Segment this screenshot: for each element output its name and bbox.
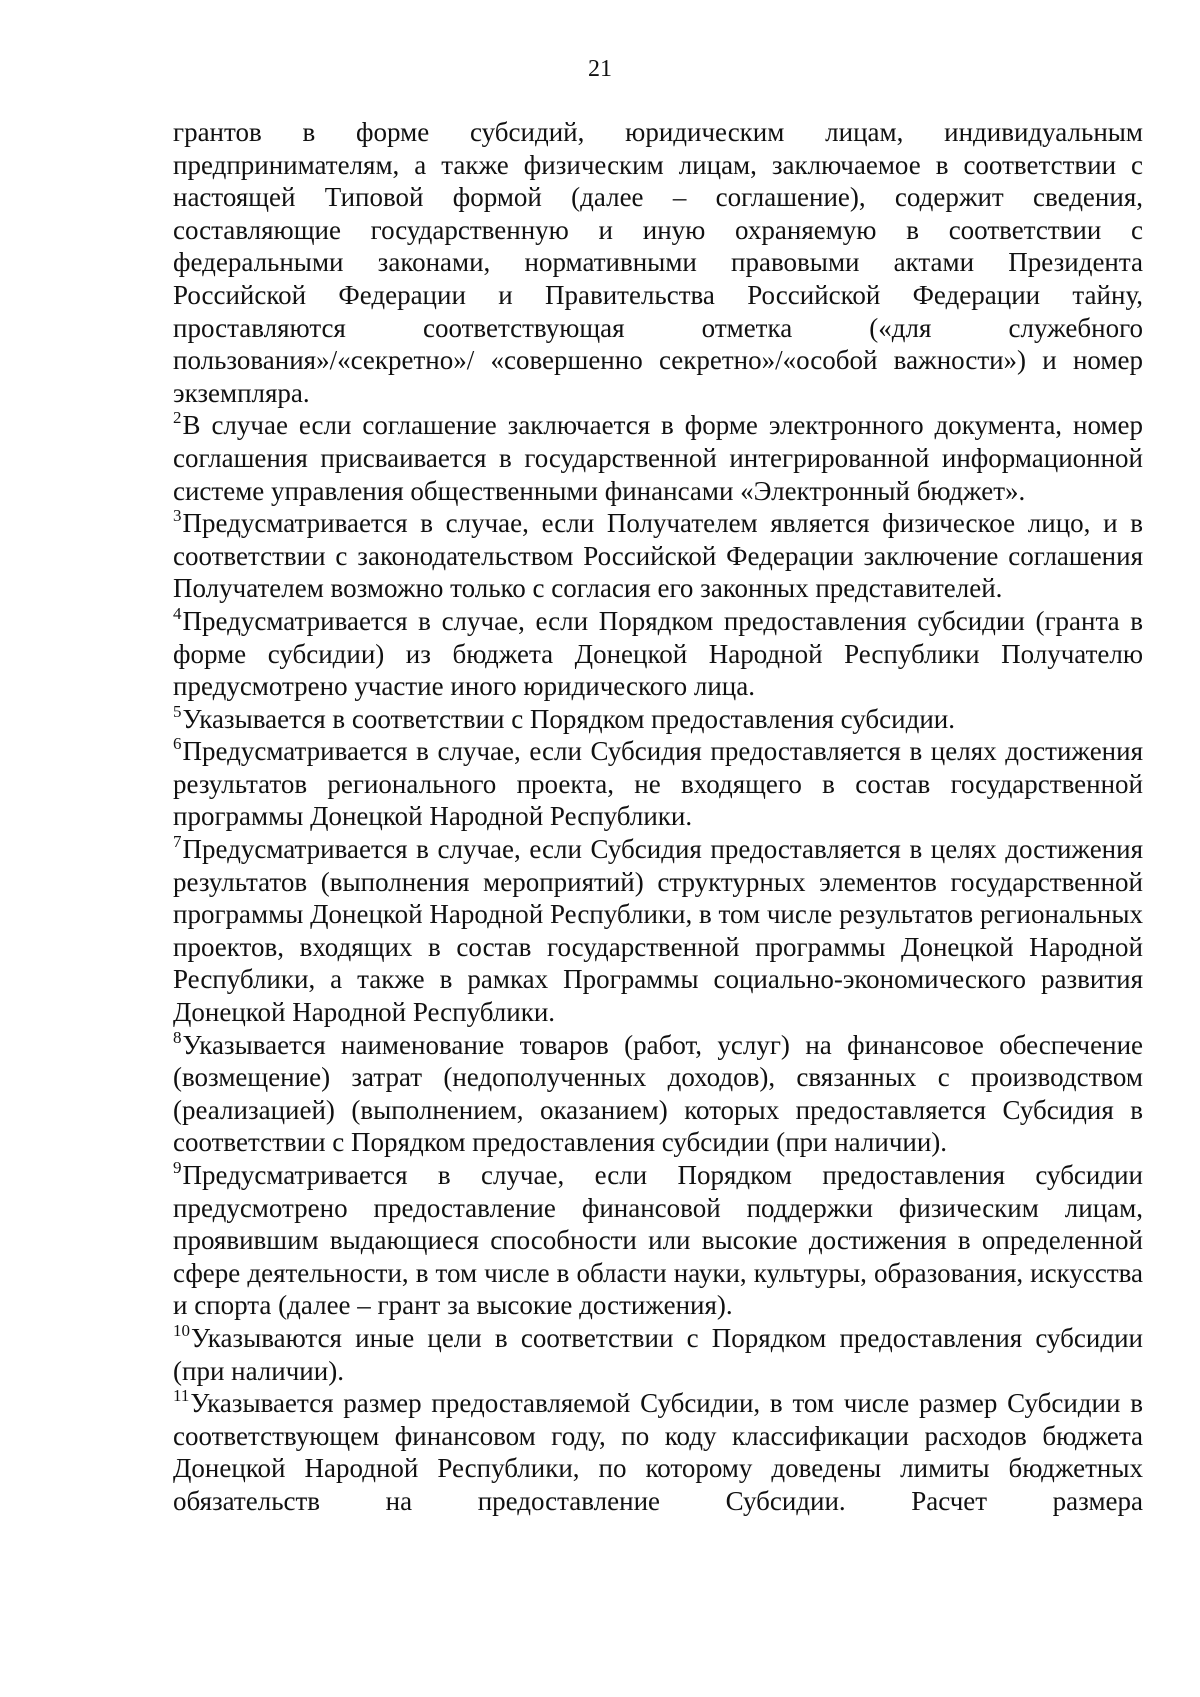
footnote-9 (173, 1159, 1143, 1322)
footnote-number: 3 (173, 506, 182, 526)
footnote-text: Указывается размер предоставляемой Субсидии, в том числе размер Субсидии в соответствующем финансовом году, по коду классификации расходов бюджета Донецкой Народной Республики, по которому доведены лимиты бюджетных обязательств на предоставление Субсидии. Расчет размера (173, 1388, 1143, 1516)
footnote-3 (173, 507, 1143, 605)
footnote-2 (173, 409, 1143, 507)
footnote-text: Указывается наименование товаров (работ, услуг) на финансовое обеспечение (возмещение) затрат (недополученных доходов), связанных с производством (реализацией) (выполнением, оказанием) которых предоставляется Субсидия в соответствии с Порядком предоставления субсидии (при наличии). (173, 1029, 1143, 1158)
footnote-text: Указывается в соответствии с Порядком предоставления субсидии. (182, 703, 955, 734)
footnote-number: 7 (173, 832, 182, 852)
footnote-7 (173, 833, 1143, 1029)
footnote-5 (173, 703, 1143, 736)
footnote-number: 4 (173, 603, 182, 623)
footnote-number: 6 (173, 734, 182, 754)
intro-paragraph: грантов в форме субсидий, юридическим лицам, индивидуальным предпринимателям, а также физическим лицам, заключаемое в соответствии с настоящей Типовой формой (далее – соглашение), содержит сведения, составляющие государственную и иную охраняемую в соответствии с федеральными законами, нормативными правовыми актами Президента Российской Федерации и Правительства Российской Федерации тайну, проставляются соответствующая отметка («для служебного пользования»/«секретно»/ «совершенно секретно»/«особой важности») и номер экземпляра. (173, 117, 1143, 408)
footnote-number: 8 (173, 1027, 182, 1047)
footnote-number: 5 (173, 701, 182, 721)
footnote-10 (173, 1322, 1143, 1387)
footnote-text: Предусматривается в случае, если Порядком предоставления субсидии предусмотрено предоставление финансовой поддержки физическим лицам, проявившим выдающиеся способности или высокие достижения в определенной сфере деятельности, в том числе в области науки, культуры, образования, искусства и спорта (далее – грант за высокие достижения). (173, 1160, 1143, 1321)
footnotes-body (173, 116, 1143, 1518)
footnote-number: 2 (173, 408, 182, 428)
footnote-text: В случае если соглашение заключается в форме электронного документа, номер соглашения присваивается в государственной интегрированной информационной системе управления общественными финансами «Электронный бюджет». (173, 410, 1143, 506)
footnote-8 (173, 1029, 1143, 1159)
footnote-text: Предусматривается в случае, если Субсидия предоставляется в целях достижения результатов (выполнения мероприятий) структурных элементов государственной программы Донецкой Народной Республики, в том числе результатов региональных проектов, входящих в состав государственной программы Донецкой Народной Республики, а также в рамках Программы социально-экономического развития Донецкой Народной Республики. (173, 834, 1143, 1028)
footnote-6 (173, 735, 1143, 833)
footnote-text: Предусматривается в случае, если Получателем является физическое лицо, и в соответствии с законодательством Российской Федерации заключение соглашения Получателем возможно только с согласия его законных представителей. (173, 508, 1143, 604)
footnote-11 (173, 1387, 1143, 1517)
footnote-text: Указываются иные цели в соответствии с Порядком предоставления субсидии (при наличии). (173, 1322, 1143, 1386)
footnote-text: Предусматривается в случае, если Субсидия предоставляется в целях достижения результатов регионального проекта, не входящего в состав государственной программы Донецкой Народной Республики. (173, 736, 1143, 832)
footnote-4 (173, 605, 1143, 703)
footnote-number: 11 (173, 1386, 190, 1406)
footnote-text: Предусматривается в случае, если Порядком предоставления субсидии (гранта в форме субсидии) из бюджета Донецкой Народной Республики Получателю предусмотрено участие иного юридического лица. (173, 605, 1143, 702)
page-number: 21 (588, 56, 612, 82)
footnote-number: 10 (173, 1320, 190, 1340)
footnote-number: 9 (173, 1158, 182, 1177)
